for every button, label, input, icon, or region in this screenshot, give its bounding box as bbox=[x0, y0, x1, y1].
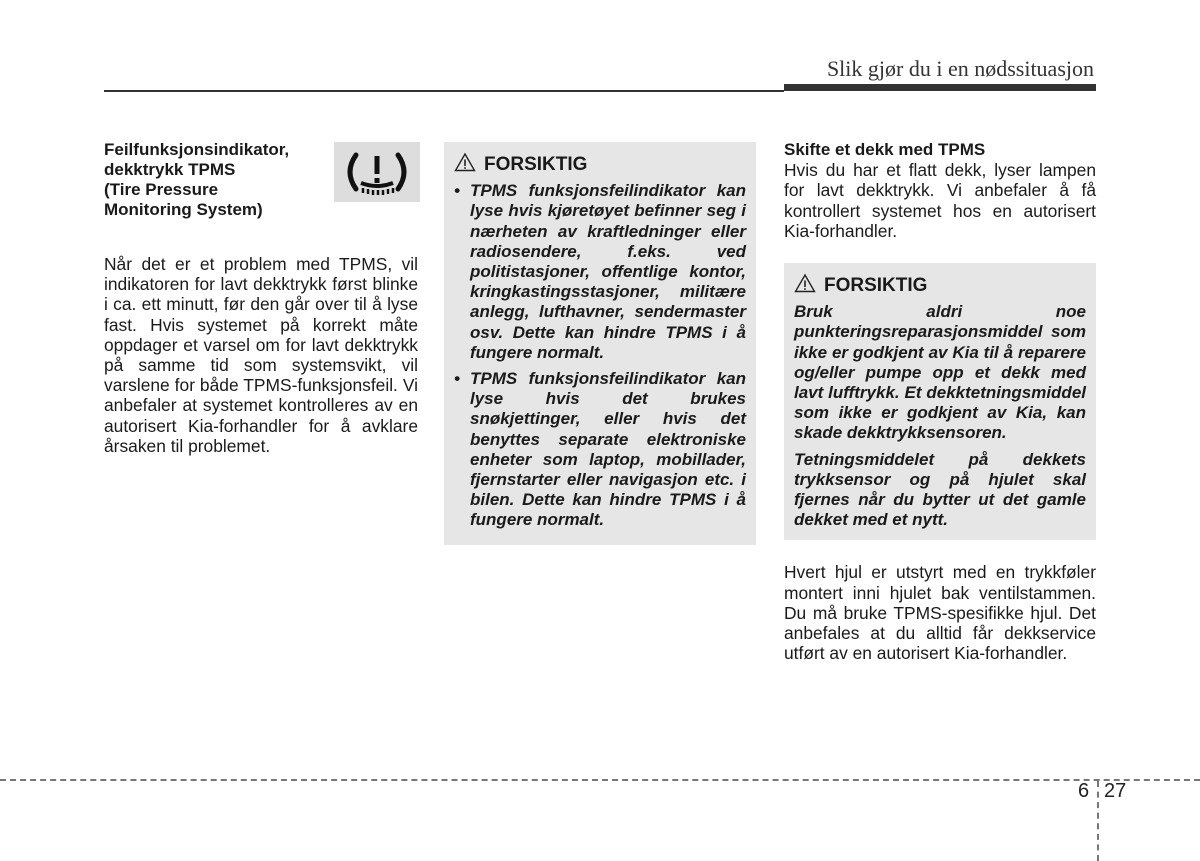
caution-body bbox=[794, 302, 1086, 530]
header-rule-bold bbox=[784, 84, 1096, 91]
caution-bullet bbox=[454, 181, 746, 363]
section-intro: Hvis du har et flatt dekk, lyser lampen for lavt dekktrykk. Vi anbefaler å få kontrollert systemet hos en autorisert Kia-forhandler. bbox=[784, 160, 1096, 241]
header-rule bbox=[104, 90, 784, 92]
indicator-heading bbox=[104, 140, 324, 220]
chapter-number: 6 bbox=[1078, 780, 1090, 802]
caution-box bbox=[444, 142, 756, 545]
warning-triangle-icon bbox=[454, 152, 476, 177]
caution-body bbox=[454, 181, 746, 530]
indicator-heading-line: dekktrykk TPMS bbox=[104, 160, 236, 179]
page-header-title: Slik gjør du i en nødssituasjon bbox=[826, 56, 1094, 81]
bullet-dot-icon: • bbox=[454, 369, 460, 389]
left-column bbox=[104, 140, 418, 456]
bullet-dot-icon: • bbox=[454, 181, 460, 201]
tpms-description: Når det er et problem med TPMS, vil indikatoren for lavt dekktrykk først blinke i ca. ett minutt, før den går over til å lyse fast. Hvis systemet på korrekt måte oppdager et varsel om for lavt dekktrykk på samme tid som systemsvikt, vil varslene for både TPMS-funksjonsfeil. Vi anbefaler at systemet kontrolleres av en autorisert Kia-forhandler for å avklare årsaken til problemet. bbox=[104, 254, 418, 456]
caution-paragraph: Tetningsmiddelet på dekkets trykksensor og på hjulet skal fjernes når du bytter ut det gamle dekket med et nytt. bbox=[794, 449, 1086, 530]
page-number: 27 bbox=[1104, 780, 1127, 802]
caution-title: FORSIKTIG bbox=[824, 274, 928, 296]
indicator-heading-line: (Tire Pressure bbox=[104, 180, 219, 199]
caution-title: FORSIKTIG bbox=[484, 153, 588, 175]
section-outro: Hvert hjul er utstyrt med en trykkføler montert inni hjulet bak ventilstammen. Du må bruke TPMS-spesifikke hjul. Det anbefales at du alltid får dekkservice utført av en autorisert Kia-forhandler. bbox=[784, 562, 1096, 664]
caution-bullet bbox=[454, 369, 746, 531]
warning-triangle-icon bbox=[794, 273, 816, 298]
tpms-warning-icon bbox=[334, 142, 420, 202]
caution-box bbox=[784, 263, 1096, 540]
caution-bullet-text: TPMS funksjonsfeilindikator kan lyse hvis det brukes snøkjettinger, eller hvis det benyttes separate elektroniske enheter som laptop, mobillader, fjernstarter eller navigasjon etc. i bilen. Dette kan hindre TPMS i å fungere normalt. bbox=[470, 369, 746, 530]
section-heading: Skifte et dekk med TPMS bbox=[784, 140, 986, 159]
middle-column bbox=[444, 142, 756, 545]
caution-paragraph: Bruk aldri noe punkteringsreparasjonsmiddel som ikke er godkjent av Kia til å reparere og/eller pumpe opp et dekk med lavt lufftrykk. Et dekktetningsmiddel som ikke er godkjent av Kia, kan skade dekktrykksensoren. bbox=[794, 302, 1086, 443]
indicator-heading-line: Feilfunksjonsindikator, bbox=[104, 140, 290, 159]
indicator-heading-line: Monitoring System) bbox=[104, 200, 263, 219]
footer-dashed-rule bbox=[0, 779, 1200, 781]
right-column bbox=[784, 140, 1096, 663]
caution-bullet-text: TPMS funksjonsfeilindikator kan lyse hvis kjøretøyet befinner seg i nærheten av kraftledninger eller radiosendere, f.eks. ved politistasjoner, offentlige kontor, kringkastingsstasjoner, militære anlegg, lufthavner, sendermaster osv. Dette kan hindre TPMS i å fungere normalt. bbox=[470, 181, 746, 362]
caution-header bbox=[454, 152, 746, 177]
footer-dashed-divider bbox=[1097, 781, 1099, 861]
caution-header bbox=[794, 273, 1086, 298]
